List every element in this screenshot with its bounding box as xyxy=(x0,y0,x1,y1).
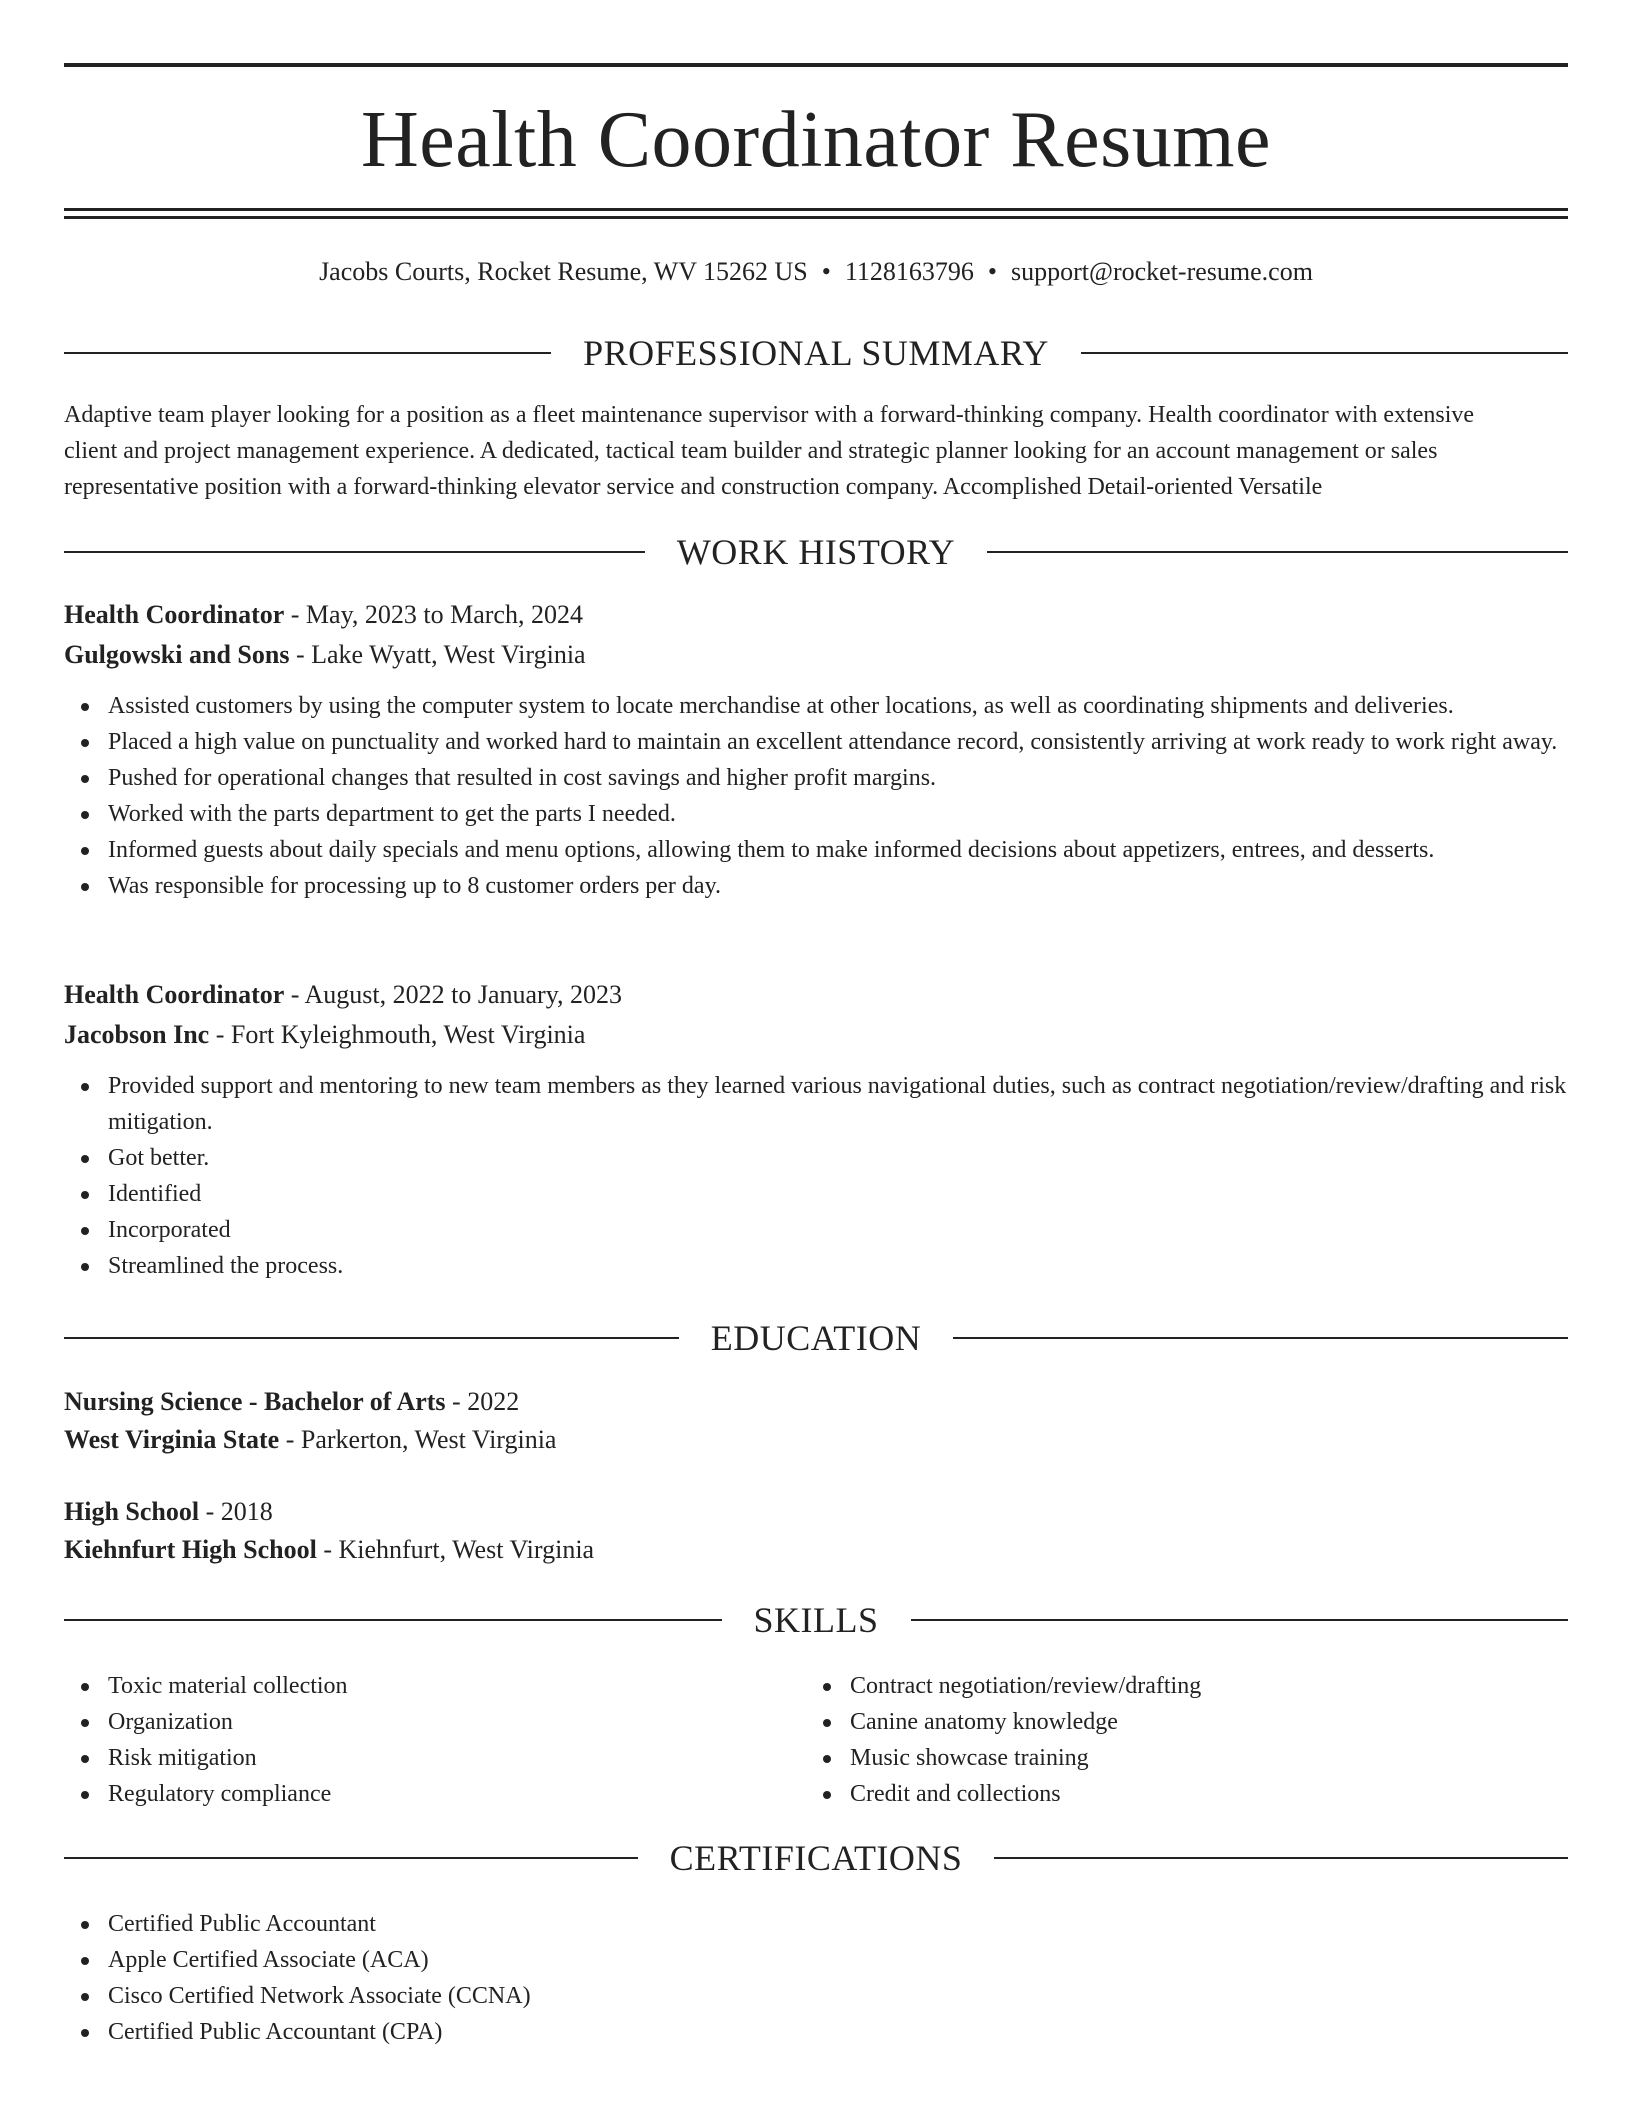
heading-rule xyxy=(987,551,1568,553)
education-school-line xyxy=(64,1420,1568,1460)
skill-item: Music showcase training xyxy=(806,1740,1632,1776)
skill-item: Regulatory compliance xyxy=(64,1776,1568,1812)
heading-rule xyxy=(64,1619,722,1621)
list-item: Identified xyxy=(64,1176,1568,1212)
education-school-line xyxy=(64,1530,1568,1570)
heading-rule xyxy=(64,551,645,553)
job-bullets xyxy=(64,1068,1568,1284)
education-degree-line xyxy=(64,1492,1568,1532)
list-item: Was responsible for processing up to 8 customer orders per day. xyxy=(64,868,1568,904)
page-title: Health Coordinator Resume xyxy=(360,96,1272,184)
skills-list-right xyxy=(806,1668,1632,1812)
job-company: Jacobson Inc xyxy=(64,1020,210,1049)
summary-line: Adaptive team player looking for a position as a fleet maintenance supervisor with a forward-thinking company. Health coordinator with extensive xyxy=(64,402,1475,428)
certification-item: Certified Public Accountant xyxy=(64,1906,1568,1942)
job-title: Health Coordinator xyxy=(64,600,285,629)
skill-item: Credit and collections xyxy=(806,1776,1632,1812)
job-title-line xyxy=(64,595,1568,635)
header-top-rule xyxy=(64,63,1568,67)
heading-rule xyxy=(64,352,551,354)
skill-item: Toxic material collection xyxy=(64,1668,1568,1704)
skill-item: Organization xyxy=(64,1704,1568,1740)
heading-rule xyxy=(953,1337,1568,1339)
skill-item: Canine anatomy knowledge xyxy=(806,1704,1632,1740)
list-item: Assisted customers by using the computer system to locate merchandise at other locations, as well as coordinating shipments and deliveries. xyxy=(64,688,1568,724)
job-location: - Fort Kyleighmouth, West Virginia xyxy=(209,1020,586,1049)
education-degree-line xyxy=(64,1382,1568,1422)
list-item: Got better. xyxy=(64,1140,1568,1176)
education-degree: Nursing Science - Bachelor of Arts xyxy=(64,1387,446,1416)
contact-phone: 1128163796 xyxy=(844,257,974,286)
section-title-work: WORK HISTORY xyxy=(676,532,956,572)
list-item: Worked with the parts department to get the parts I needed. xyxy=(64,796,1568,832)
heading-rule xyxy=(1081,352,1568,354)
section-heading-skills xyxy=(64,1598,1568,1642)
certification-item: Apple Certified Associate (ACA) xyxy=(64,1942,1568,1978)
job-bullets xyxy=(64,688,1568,904)
section-title-education: EDUCATION xyxy=(710,1318,922,1358)
section-title-certifications: CERTIFICATIONS xyxy=(669,1838,963,1878)
education-year: - 2022 xyxy=(445,1387,520,1416)
summary-line: client and project management experience. A dedicated, tactical team builder and strategic planner looking for an account management or sales xyxy=(64,438,1438,464)
education-location: - Kiehnfurt, West Virginia xyxy=(316,1535,595,1564)
section-title-skills: SKILLS xyxy=(753,1600,879,1640)
contact-separator: • xyxy=(987,257,998,286)
section-title-summary: PROFESSIONAL SUMMARY xyxy=(583,333,1049,373)
header-double-rule-upper xyxy=(64,208,1568,211)
list-item: Provided support and mentoring to new team members as they learned various navigational duties, such as contract negotiation/review/drafting and risk mitigation. xyxy=(64,1068,1568,1140)
heading-rule xyxy=(994,1857,1568,1859)
certification-item: Certified Public Accountant (CPA) xyxy=(64,2014,1568,2050)
education-location: - Parkerton, West Virginia xyxy=(279,1425,557,1454)
summary-text xyxy=(64,397,1568,505)
job-company: Gulgowski and Sons xyxy=(64,640,290,669)
contact-email: support@rocket-resume.com xyxy=(1011,257,1313,286)
list-item: Pushed for operational changes that resulted in cost savings and higher profit margins. xyxy=(64,760,1568,796)
section-heading-work xyxy=(64,530,1568,574)
section-heading-summary xyxy=(64,331,1568,375)
education-degree: High School xyxy=(64,1497,200,1526)
job-location: - Lake Wyatt, West Virginia xyxy=(289,640,586,669)
section-heading-certifications xyxy=(64,1836,1568,1880)
skill-item: Contract negotiation/review/drafting xyxy=(806,1668,1632,1704)
list-item: Incorporated xyxy=(64,1212,1568,1248)
skill-item: Risk mitigation xyxy=(64,1740,1568,1776)
contact-address: Jacobs Courts, Rocket Resume, WV 15262 US xyxy=(319,257,808,286)
education-school: West Virginia State xyxy=(64,1425,280,1454)
job-company-line xyxy=(64,1015,1568,1055)
job-title: Health Coordinator xyxy=(64,980,285,1009)
job-title-line xyxy=(64,975,1568,1015)
header-double-rule-lower xyxy=(64,216,1568,219)
education-year: - 2018 xyxy=(199,1497,273,1526)
heading-rule xyxy=(64,1337,679,1339)
list-item: Placed a high value on punctuality and worked hard to maintain an excellent attendance record, consistently arriving at work ready to work right away. xyxy=(64,724,1568,760)
heading-rule xyxy=(911,1619,1569,1621)
heading-rule xyxy=(64,1857,638,1859)
section-heading-education xyxy=(64,1316,1568,1360)
education-school: Kiehnfurt High School xyxy=(64,1535,317,1564)
job-dates: - August, 2022 to January, 2023 xyxy=(284,980,622,1009)
list-item: Informed guests about daily specials and menu options, allowing them to make informed decisions about appetizers, entrees, and desserts. xyxy=(64,832,1568,868)
list-item: Streamlined the process. xyxy=(64,1248,1568,1284)
certification-item: Cisco Certified Network Associate (CCNA) xyxy=(64,1978,1568,2014)
contact-separator: • xyxy=(821,257,831,286)
job-company-line xyxy=(64,635,1568,675)
certifications-list xyxy=(64,1906,1568,2050)
job-dates: - May, 2023 to March, 2024 xyxy=(284,600,583,629)
summary-line: representative position with a forward-thinking elevator service and construction company. Accomplished Detail-oriented Versatile xyxy=(64,474,1323,500)
contact-line xyxy=(64,252,1568,292)
